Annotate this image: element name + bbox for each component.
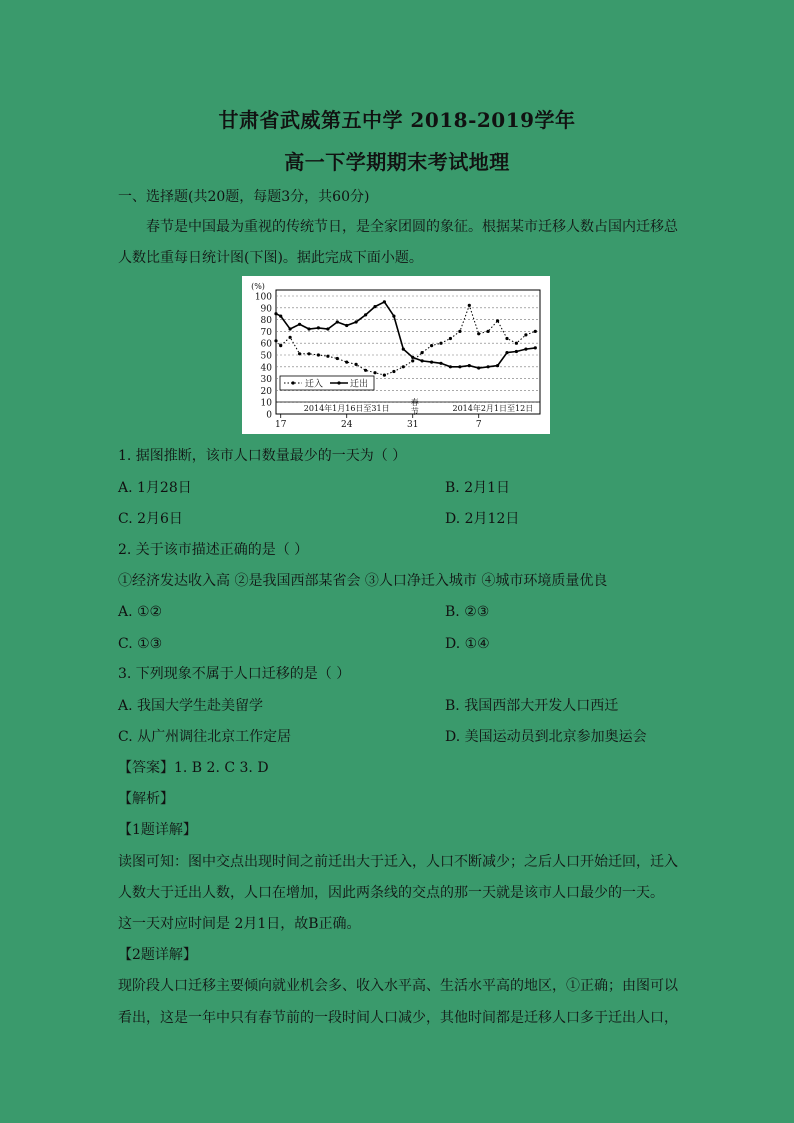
y-axis-label: (%) (251, 282, 265, 291)
data-point-out (274, 312, 277, 315)
period-label-feb: 2014年2月1日至12日 (452, 404, 534, 413)
detail-1-line-2: 人数大于迁出人数，人口在增加，因此两条线的交点的那一天就是该市人口最少的一天。 (118, 885, 664, 901)
q1-stem: 1. 据图推断，该市人口数量最少的一天为（ ） (118, 448, 407, 464)
data-point-in (336, 357, 339, 360)
y-tick-label: 80 (260, 316, 272, 327)
data-point-in (421, 351, 424, 354)
x-tick-label: 7 (475, 420, 482, 430)
data-point-out (298, 323, 301, 326)
data-point-out (373, 305, 376, 308)
analysis-header: 【解析】 (118, 791, 174, 807)
data-point-out (430, 361, 433, 364)
plot-frame (276, 290, 540, 414)
data-point-out (392, 315, 395, 318)
data-point-out (336, 320, 339, 323)
data-point-out (326, 327, 329, 330)
y-tick-label: 50 (260, 351, 272, 362)
data-point-out (468, 364, 471, 367)
y-tick-label: 0 (266, 410, 272, 421)
data-point-out (279, 315, 282, 318)
data-point-in (487, 330, 490, 333)
data-point-in (505, 337, 508, 340)
data-point-out (289, 327, 292, 330)
data-point-in (326, 355, 329, 358)
q1-option-c[interactable]: C. 2月6日 (118, 511, 183, 527)
q3-option-a[interactable]: A. 我国大学生赴美留学 (118, 698, 264, 714)
q3-stem: 3. 下列现象不属于人口迁移的是（ ） (118, 666, 351, 682)
y-tick-label: 40 (260, 363, 272, 374)
y-tick-label: 100 (254, 292, 272, 303)
data-point-in (279, 344, 282, 347)
data-point-out (402, 348, 405, 351)
data-point-out (345, 324, 348, 327)
title-line-2: 高一下学期期末考试地理 (284, 150, 510, 174)
detail-2-line-2: 看出，这是一年中只有春节前的一段时间人口减少，其他时间都是迁移人口多于迁出人口， (118, 1010, 678, 1026)
data-point-in (298, 352, 301, 355)
data-point-in (392, 370, 395, 373)
q2-option-b[interactable]: B. ②③ (445, 604, 490, 620)
q3-option-b[interactable]: B. 我国西部大开发人口西迁 (445, 698, 619, 714)
detail-1-header: 【1题详解】 (118, 822, 197, 838)
intro-line-2: 人数比重每日统计图(下图)。据此完成下面小题。 (118, 250, 423, 266)
data-point-out (307, 327, 310, 330)
migration-chart-svg (242, 276, 550, 434)
data-point-in (458, 330, 461, 333)
data-point-out (421, 359, 424, 362)
legend-label-in: 迁入 (305, 379, 324, 390)
data-point-in (534, 330, 537, 333)
data-point-in (515, 342, 518, 345)
data-point-in (364, 369, 367, 372)
y-tick-label: 60 (260, 339, 272, 350)
detail-1-line-1: 读图可知：图中交点出现时间之前迁出大于迁入，人口不断减少；之后人口开始迁回，迁入 (118, 854, 678, 870)
data-point-out (411, 356, 414, 359)
data-point-in (402, 365, 405, 368)
data-point-out (477, 366, 480, 369)
data-point-out (364, 313, 367, 316)
q1-option-d[interactable]: D. 2月12日 (445, 511, 520, 527)
data-point-out (505, 351, 508, 354)
y-tick-label: 10 (260, 398, 272, 409)
q1-option-b[interactable]: B. 2月1日 (445, 480, 511, 496)
y-tick-label: 90 (260, 304, 272, 315)
q2-statements: ①经济发达收入高 ②是我国西部某省会 ③人口净迁入城市 ④城市环境质量优良 (118, 573, 608, 589)
data-point-out (524, 348, 527, 351)
period-label-jan: 2014年1月16日至31日 (303, 404, 390, 413)
y-tick-label: 70 (260, 327, 272, 338)
data-point-in (524, 333, 527, 336)
data-point-in (345, 361, 348, 364)
data-point-out (355, 320, 358, 323)
data-point-out (317, 326, 320, 329)
data-point-in (373, 371, 376, 374)
intro-line-1: 春节是中国最为重视的传统节日，是全家团圆的象征。根据某市迁移人数占国内迁移总 (146, 219, 678, 235)
data-point-in (439, 342, 442, 345)
y-tick-label: 20 (260, 386, 272, 397)
data-point-in (468, 304, 471, 307)
migration-chart (242, 276, 550, 434)
series-line-out (276, 302, 535, 368)
legend-marker-out (337, 381, 340, 384)
title-line-1: 甘肃省武威第五中学 2018-2019学年 (218, 108, 576, 132)
detail-2-header: 【2题详解】 (118, 947, 197, 963)
data-point-in (430, 344, 433, 347)
data-point-out (439, 362, 442, 365)
detail-1-line-3: 这一天对应时间是 2月1日，故B正确。 (118, 916, 361, 932)
answer-line: 【答案】1. B 2. C 3. D (118, 760, 269, 776)
data-point-in (289, 336, 292, 339)
data-point-in (317, 353, 320, 356)
q2-option-c[interactable]: C. ①③ (118, 636, 163, 652)
data-point-in (307, 352, 310, 355)
data-point-in (496, 319, 499, 322)
data-point-out (534, 346, 537, 349)
x-tick-label: 24 (340, 420, 353, 430)
data-point-out (515, 350, 518, 353)
q3-option-c[interactable]: C. 从广州调往北京工作定居 (118, 729, 292, 745)
detail-2-line-1: 现阶段人口迁移主要倾向就业机会多、收入水平高、生活水平高的地区，①正确；由图可以 (118, 978, 678, 994)
data-point-in (355, 363, 358, 366)
q2-stem: 2. 关于该市描述正确的是（ ） (118, 542, 309, 558)
data-point-in (411, 359, 414, 362)
data-point-out (487, 365, 490, 368)
y-tick-label: 30 (260, 375, 272, 386)
data-point-out (449, 365, 452, 368)
section-header: 一、选择题(共20题，每题3分，共60分) (118, 189, 370, 205)
legend-marker-in (291, 381, 294, 384)
data-point-out (458, 365, 461, 368)
q2-option-d[interactable]: D. ①④ (445, 636, 490, 652)
data-point-in (383, 374, 386, 377)
x-tick-label: 31 (406, 420, 419, 430)
period-label-festival-2: 节 (410, 407, 419, 416)
data-point-in (274, 339, 277, 342)
x-tick-label: 17 (274, 420, 287, 430)
data-point-out (383, 300, 386, 303)
period-label-festival-1: 春 (410, 398, 419, 407)
legend-label-out: 迁出 (350, 379, 369, 390)
data-point-in (449, 337, 452, 340)
data-point-out (496, 364, 499, 367)
data-point-in (477, 332, 480, 335)
q2-option-a[interactable]: A. ①② (118, 604, 163, 620)
q3-option-d[interactable]: D. 美国运动员到北京参加奥运会 (445, 729, 647, 745)
q1-option-a[interactable]: A. 1月28日 (118, 480, 192, 496)
